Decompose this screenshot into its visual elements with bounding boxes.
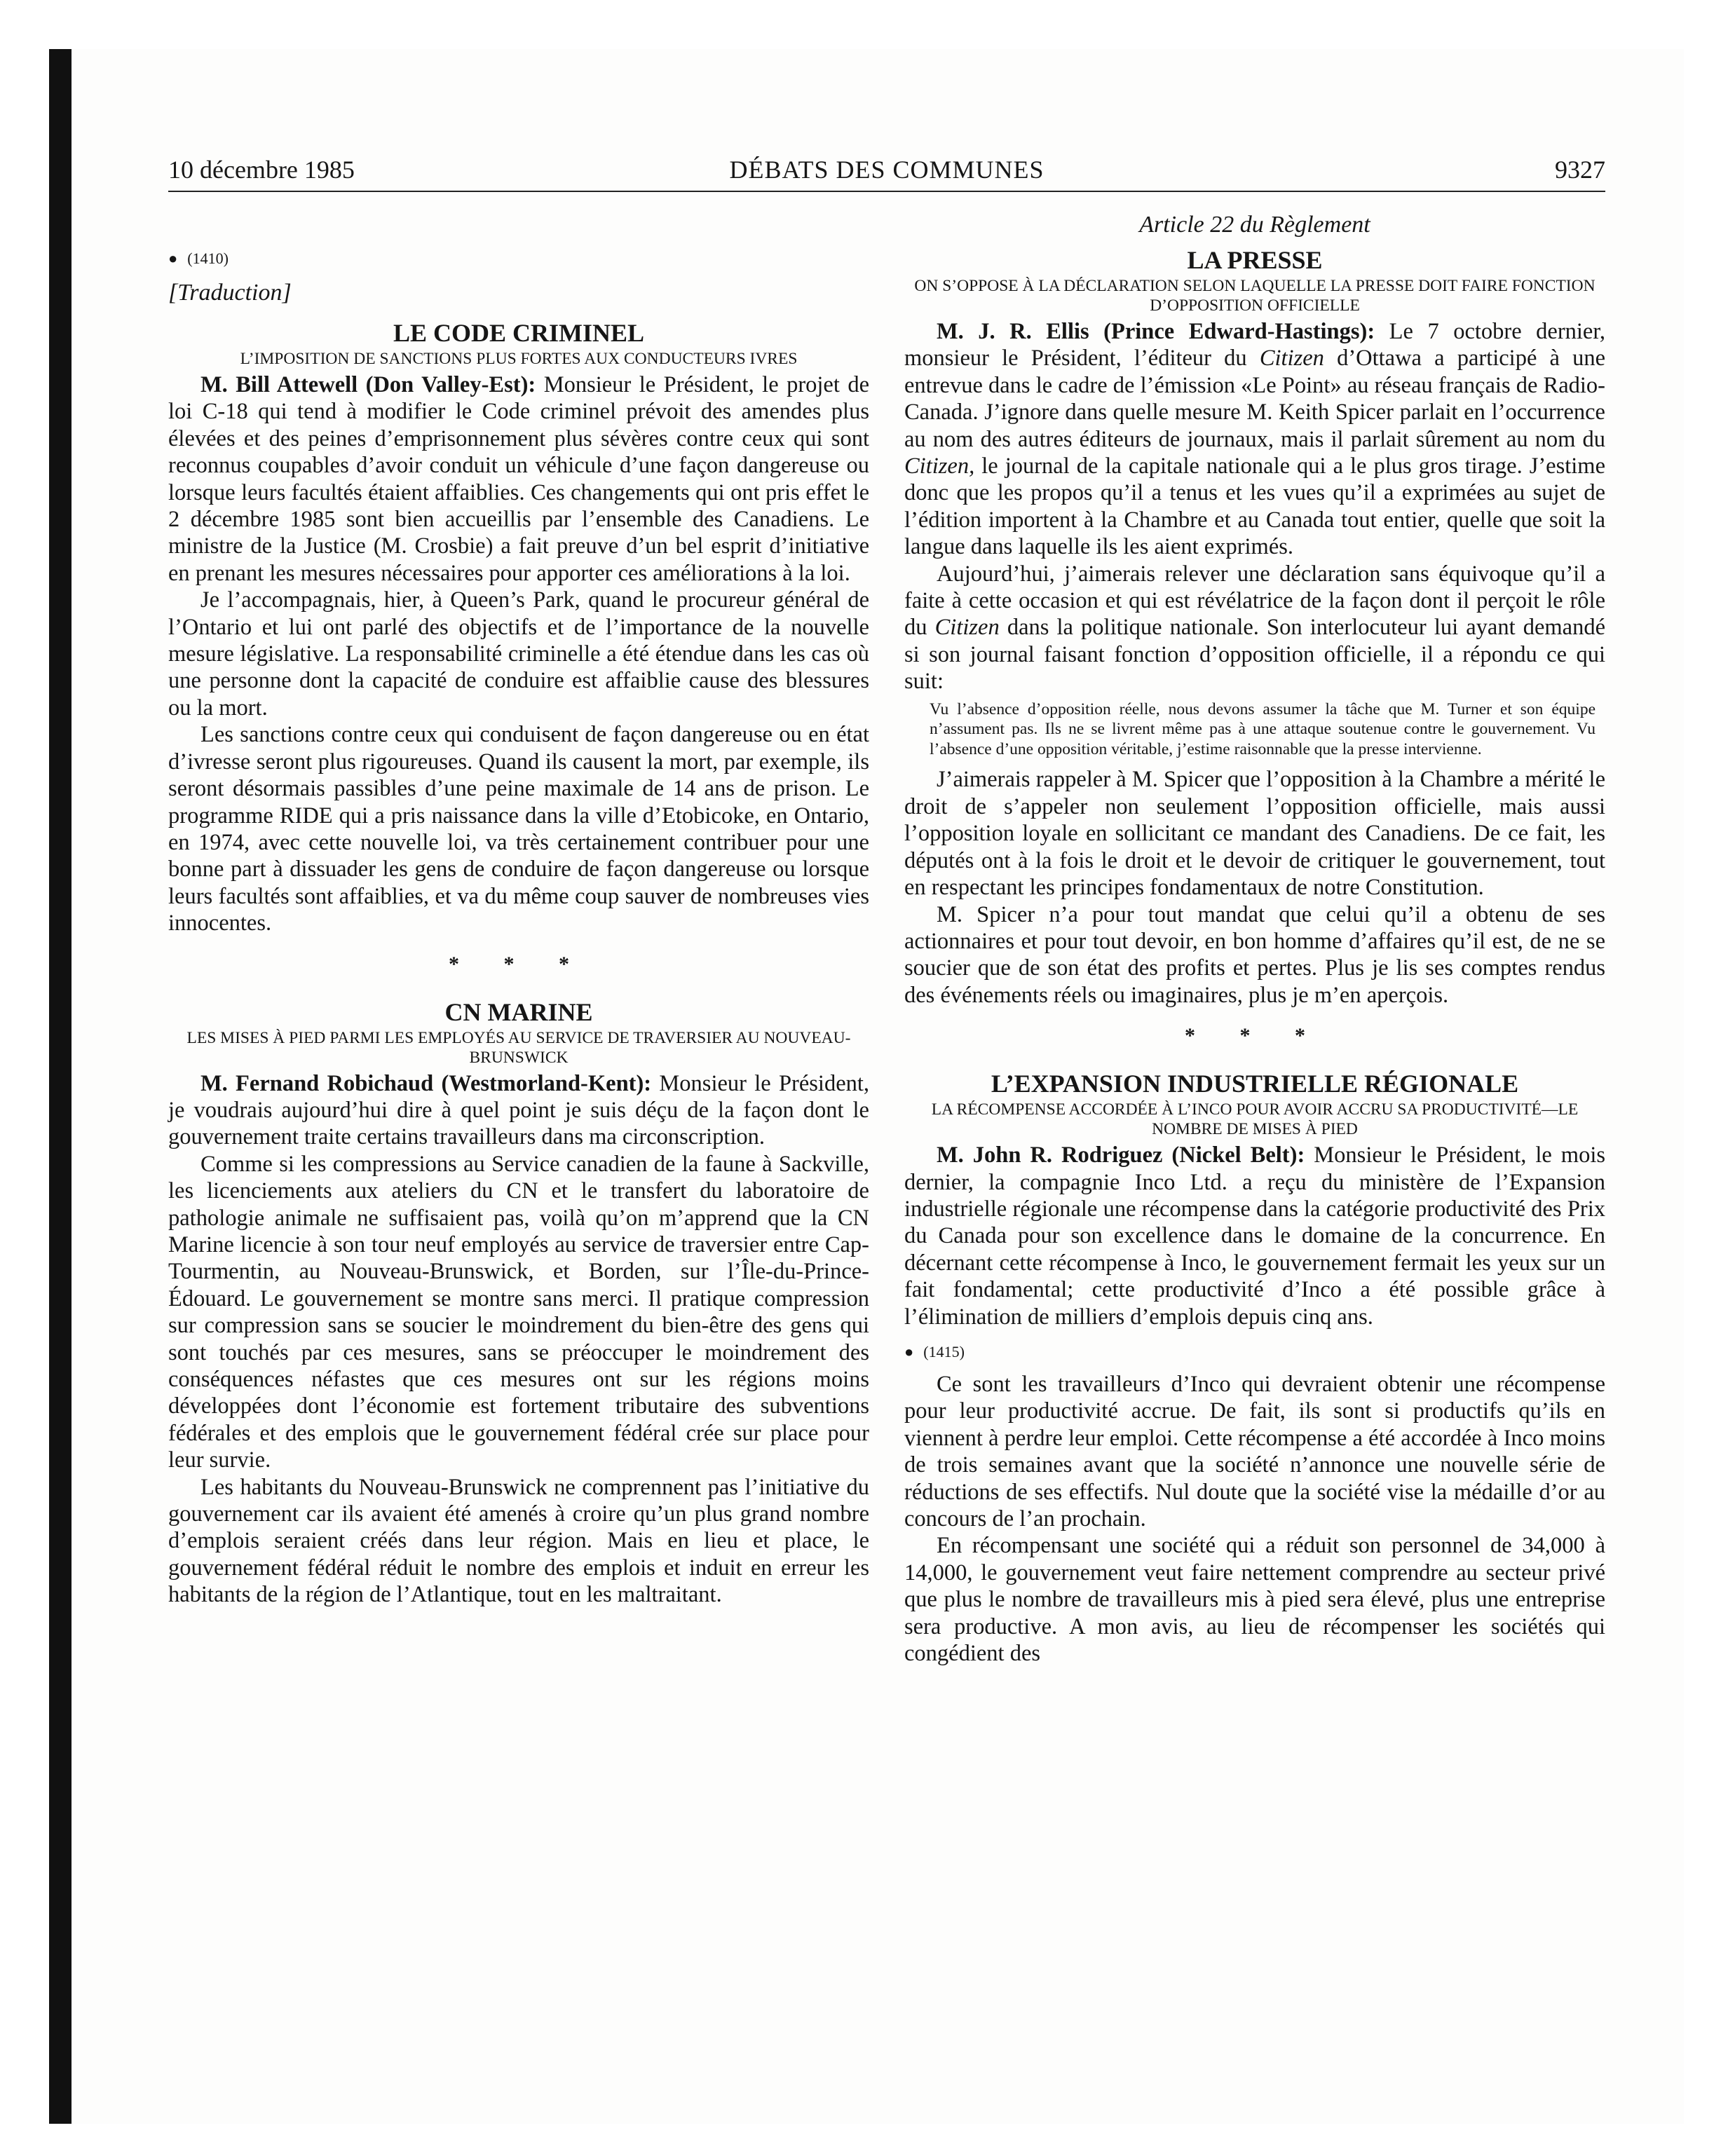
paragraph: M. Spicer n’a pour tout mandat que celui qu’il a obtenu de ses actionnaires et pour tout devoir, en bon homme d’affaires qu’il est, de ne se soucier que de son état des profits et pertes. Plus je lis ses comptes rendus des événements réels ou imaginaires, plus je m’en aperçois. xyxy=(904,901,1605,1008)
translation-note: [Traduction] xyxy=(168,280,292,306)
paragraph xyxy=(904,318,1605,561)
section-title: L’EXPANSION INDUSTRIELLE RÉGIONALE xyxy=(991,1070,1519,1098)
paragraph: Je l’accompagnais, hier, à Queen’s Park, quand le procureur général de l’Ontario et lui ont parlé des objectifs et de l’importance de la nouvelle mesure législative. La responsabilité criminelle a été étendue dans les cas où une personne dont la capacité de conduire est affaiblie cause des blessures ou la mort. xyxy=(168,587,869,721)
page-number: 9327 xyxy=(1555,156,1605,184)
speaker-name: M. John R. Rodriguez (Nickel Belt): xyxy=(937,1142,1305,1168)
paragraph-text: Monsieur le Président, je voudrais aujourd’hui dire à quel point je suis déçu de la façon dont le gouvernement traite certains travailleurs dans ma circonscription. xyxy=(168,1070,870,1150)
section-subtitle: ON S’OPPOSE À LA DÉCLARATION SELON LAQUELLE LA PRESSE DOIT FAIRE FONCTION D’OPPOSITION OFFICIELLE xyxy=(914,277,1595,315)
newspaper-name: Citizen xyxy=(934,615,1000,641)
paragraph: Comme si les compressions au Service canadien de la faune à Sackville, les licenciements aux ateliers du CN et le transfert du laboratoire de pathologie animale ne suffisaient pas, voilà qu’on m’apprend que la CN Marine licencie à son tour neuf employés au service de traversier entre Cap-Tourmentin, au Nouveau-Brunswick, et Borden, sur l’Île-du-Prince-Édouard. Le gouvernement se montre sans merci. Il pratique compression sur compression sans se soucier le moindrement du bien-être des gens qui sont touchés par ces mesures, sans se préoccuper le moindrement des conséquences néfastes que ces mesures ont sur les régions moins développées dont l’économie est fortement tributaire des subventions fédérales et des emplois que le gouvernement fédéral crée sur place pour leur survie. xyxy=(168,1151,869,1473)
paragraph xyxy=(904,1142,1605,1330)
scan-edge xyxy=(49,49,72,2124)
speaker-name: M. Bill Attewell (Don Valley-Est): xyxy=(200,372,536,397)
paragraph: Les sanctions contre ceux qui conduisent de façon dangereuse ou en état d’ivresse seront plus rigoureuses. Quand ils causent la mort, par exemple, ils seront désormais passibles d’une peine maximale de 14 ans de prison. Le programme RIDE qui a pris naissance dans la ville d’Etobicoke, en Ontario, en 1974, avec cette nouvelle loi, va très certainement contribuer pour une bonne part à dissuader les gens de conduire de façon dangereuse ou lorsque leurs facultés sont affaiblies, et va du même coup sauver de nombreuses vies innocentes. xyxy=(168,722,869,936)
paragraph xyxy=(168,1070,869,1151)
section-separator: * * * xyxy=(449,952,589,976)
paragraph-text: dans la politique nationale. Son interlocuteur lui ayant demandé si son journal faisant fonction d’opposition officielle, il a répondu ce qui suit: xyxy=(904,615,1606,695)
paragraph-text: Monsieur le Président, le mois dernier, la compagnie Inco Ltd. a reçu du ministère de l’Expansion industrielle régionale une récompense dans la catégorie productivité des Prix du Canada pour son excellence dans le domaine de la concurrence. En décernant cette récompense à Inco, le gouvernement fermait les yeux sur un fait fondamental; cette productivité d’Inco a été possible grâce à l’élimination de milliers d’emplois depuis cinq ans. xyxy=(904,1142,1605,1330)
left-column xyxy=(168,210,869,1609)
block-quote: Vu l’absence d’opposition réelle, nous devons assumer la tâche que M. Turner et son équipe n’assument pas. Ils ne se livrent même pas à une attaque soutenue contre le gouvernement. Vu l’absence d’une opposition véritable, j’estime raisonnable que la presse intervienne. xyxy=(930,700,1595,758)
standing-order-heading: Article 22 du Règlement xyxy=(1139,212,1370,238)
paragraph-text: d’Ottawa a participé à une entrevue dans le cadre de l’émission «Le Point» au réseau français de Radio-Canada. J’ignore dans quelle mesure M. Keith Spicer parlait en l’occurrence au nom des autres éditeurs de journaux, mais il parlait sûrement au nom du xyxy=(904,346,1606,452)
paragraph: Les habitants du Nouveau-Brunswick ne comprennent pas l’initiative du gouvernement car ils avaient été amenés à croire qu’un plus grand nombre d’emplois seraient créés dans leur région. Mais en lieu et place, le gouvernement fédéral réduit le nombre des emplois et induit en erreur les habitants de la région de l’Atlantique, tout en les maltraitant. xyxy=(168,1474,869,1608)
header-title: DÉBATS DES COMMUNES xyxy=(729,156,1045,184)
paragraph-text: Aujourd’hui, j’aimerais relever une déclaration sans équivoque qu’il a faite à cette occasion et qui est révélatrice de la façon dont il perçoit le rôle du xyxy=(904,561,1605,641)
paragraph: En récompensant une société qui a réduit son personnel de 34,000 à 14,000, le gouvernement veut faire nettement comprendre au secteur privé que plus le nombre de travailleurs mis à pied sera élevé, plus une entreprise sera productive. A mon avis, au lieu de récompenser les sociétés qui congédient des xyxy=(904,1533,1605,1667)
bullet-icon: ● xyxy=(168,250,178,267)
speaker-name: M. J. R. Ellis (Prince Edward-Hastings): xyxy=(937,319,1375,344)
newspaper-name: Citizen, xyxy=(904,453,975,479)
time-marker xyxy=(904,1340,1605,1364)
section-title: LE CODE CRIMINEL xyxy=(393,319,645,347)
paragraph-text: Monsieur le Président, le projet de loi C-18 qui tend à modifier le Code criminel prévoit des amendes plus élevées et des peines d’emprisonnement plus sévères contre ceux qui sont reconnus coupables d’avoir conduit un véhicule d’une façon dangereuse ou lorsque leurs facultés étaient affaiblies. Ces changements qui ont pris effet le 2 décembre 1985 sont bien accueillis par l’ensemble des Canadiens. Le ministre de la Justice (M. Crosbie) a fait preuve d’un bel esprit d’initiative en prenant les mesures nécessaires pour apporter ces améliorations à la loi. xyxy=(168,372,870,586)
paragraph: J’aimerais rappeler à M. Spicer que l’opposition à la Chambre a mérité le droit de s’appeler non seulement l’opposition officielle, mais aussi l’opposition loyale en sollicitant ce mandant des Canadiens. De ce fait, les députés ont à la fois le droit et le devoir de critiquer le gouvernement, tout en respectant les principes fondamentaux de notre Constitution. xyxy=(904,767,1605,901)
paragraph xyxy=(904,561,1605,695)
speaker-name: M. Fernand Robichaud (Westmorland-Kent): xyxy=(200,1070,652,1096)
section-title: CN MARINE xyxy=(444,997,593,1026)
time-marker-text: (1410) xyxy=(187,250,229,267)
paragraph-text: le journal de la capitale nationale qui a le plus gros tirage. J’estime donc que les propos qu’il a tenus et les vues qu’il a exprimées au sujet de l’édition importent à la Chambre et au Canada tout entier, quelle que soit la langue dans laquelle ils les aient exprimés. xyxy=(904,453,1606,560)
newspaper-name: Citizen xyxy=(1259,346,1324,371)
header-date: 10 décembre 1985 xyxy=(168,156,355,184)
time-marker-text: (1415) xyxy=(923,1342,965,1360)
section-title: LA PRESSE xyxy=(1187,246,1323,274)
bullet-icon: ● xyxy=(904,1342,914,1360)
right-column xyxy=(904,210,1605,1667)
section-subtitle: L’IMPOSITION DE SANCTIONS PLUS FORTES AUX CONDUCTEURS IVRES xyxy=(240,350,798,368)
section-separator: * * * xyxy=(1185,1024,1325,1048)
time-marker xyxy=(168,247,869,271)
paragraph: Ce sont les travailleurs d’Inco qui devraient obtenir une récompense pour leur productivité accrue. De fait, ils sont si productifs qu’ils en viennent à perdre leur emploi. Cette récompense a été accordée à Inco moins de trois semaines avant que la société n’annonce une nouvelle série de réductions de ses effectifs. Nul doute que la société vise la médaille d’or au concours de l’an prochain. xyxy=(904,1371,1605,1531)
paragraph xyxy=(168,371,869,587)
section-subtitle: LES MISES À PIED PARMI LES EMPLOYÉS AU SERVICE DE TRAVERSIER AU NOUVEAU-BRUNSWICK xyxy=(186,1028,851,1067)
page-header xyxy=(168,154,1605,192)
paragraph-text: Le 7 octobre dernier, monsieur le Président, l’éditeur du xyxy=(904,319,1605,371)
section-subtitle: LA RÉCOMPENSE ACCORDÉE À L’INCO POUR AVOIR ACCRU SA PRODUCTIVITÉ—LE NOMBRE DE MISES À PIED xyxy=(931,1100,1579,1139)
